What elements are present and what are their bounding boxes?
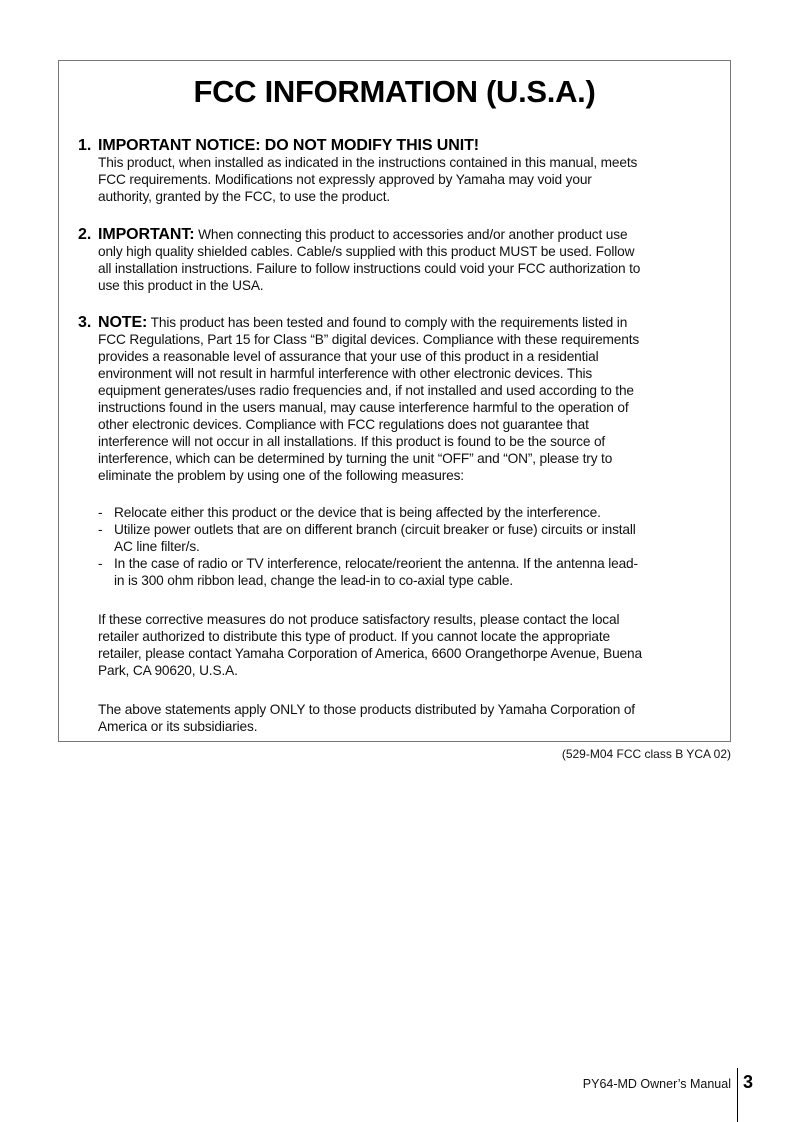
section-heading: IMPORTANT NOTICE: DO NOT MODIFY THIS UNIT!	[98, 137, 479, 154]
section-line: environment will not result in harmful interference with other electronic devices. This	[98, 366, 593, 381]
section-text: When connecting this product to accessories and/or another product use	[194, 227, 628, 242]
bullet-line: AC line filter/s.	[114, 539, 200, 554]
section-line: equipment generates/uses radio frequencies and, if not installed and used according to the	[98, 383, 634, 398]
section-label: IMPORTANT:	[98, 226, 195, 243]
bullet-line: Relocate either this product or the device that is being affected by the interference.	[114, 505, 601, 520]
section-line: interference, which can be determined by turning the unit “OFF” and “ON”, please try to	[98, 451, 613, 466]
section-number: 1.	[78, 137, 92, 154]
section-line: only high quality shielded cables. Cable/s supplied with this product MUST be used. Follow	[98, 244, 635, 259]
paragraph-line: retailer, please contact Yamaha Corporation of America, 6600 Orangethorpe Avenue, Buena	[98, 646, 642, 661]
section-line: other electronic devices. Compliance with FCC regulations does not guarantee that	[98, 417, 589, 432]
section-text: This product has been tested and found to comply with the requirements listed in	[147, 315, 628, 330]
bullet-dash: -	[98, 505, 103, 520]
bullet-dash: -	[98, 556, 103, 571]
section-line: FCC requirements. Modifications not expressly approved by Yamaha may void your	[98, 172, 592, 187]
paragraph-line: retailer authorized to distribute this type of product. If you cannot locate the appropriate	[98, 629, 610, 644]
section-line: authority, granted by the FCC, to use the product.	[98, 189, 391, 204]
paragraph-line: If these corrective measures do not produce satisfactory results, please contact the local	[98, 612, 620, 627]
bullet-line: In the case of radio or TV interference, relocate/reorient the antenna. If the antenna lead-	[114, 556, 638, 571]
paragraph-line: America or its subsidiaries.	[98, 719, 258, 734]
footer-divider	[737, 1068, 738, 1122]
section-line: eliminate the problem by using one of the following measures:	[98, 468, 464, 483]
section-line: use this product in the USA.	[98, 278, 264, 293]
section-line: instructions found in the users manual, may cause interference harmful to the operation of	[98, 400, 629, 415]
section-line: provides a reasonable level of assurance that your use of this product in a residential	[98, 349, 599, 364]
section-number: 2.	[78, 226, 92, 243]
paragraph-line: Park, CA 90620, U.S.A.	[98, 663, 238, 678]
section-line: FCC Regulations, Part 15 for Class “B” digital devices. Compliance with these requirements	[98, 332, 640, 347]
section-number: 3.	[78, 314, 92, 331]
section-line: all installation instructions. Failure to follow instructions could void your FCC authorization to	[98, 261, 641, 276]
bullet-line: in is 300 ohm ribbon lead, change the lead-in to co-axial type cable.	[114, 573, 514, 588]
section-line: This product, when installed as indicated in the instructions contained in this manual, meets	[98, 155, 638, 170]
section-first-line	[98, 226, 627, 243]
section-line: interference will not occur in all installations. If this product is found to be the source of	[98, 434, 606, 449]
bullet-dash: -	[98, 522, 103, 537]
paragraph-line: The above statements apply ONLY to those products distributed by Yamaha Corporation of	[98, 702, 635, 717]
document-code: (529-M04 FCC class B YCA 02)	[561, 747, 731, 761]
bullet-line: Utilize power outlets that are on different branch (circuit breaker or fuse) circuits or install	[114, 522, 636, 537]
page-number: 3	[743, 1072, 754, 1092]
section-label: NOTE:	[98, 314, 148, 331]
page-title: FCC INFORMATION (U.S.A.)	[193, 74, 596, 109]
footer-manual-name: PY64-MD Owner’s Manual	[582, 1077, 731, 1091]
section-first-line	[98, 314, 627, 331]
